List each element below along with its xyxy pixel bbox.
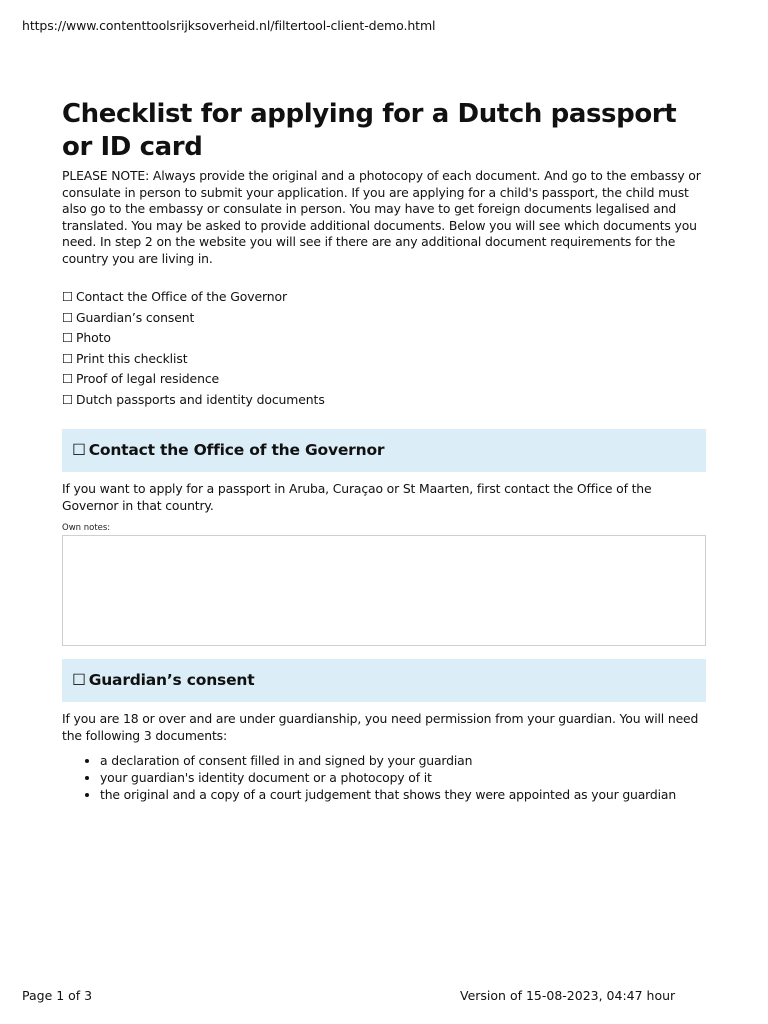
checkbox-icon[interactable]: ☐ [62,350,74,366]
checklist-item-label: Print this checklist [76,350,188,366]
section-contact-governor [62,429,706,646]
notes-label: Own notes: [62,522,111,533]
checklist-item-label: Photo [76,330,111,346]
section-text: If you are 18 or over and are under guardianship, you need permission from your guardian. You will need the following 3 documents: [62,710,699,743]
checkbox-icon[interactable]: ☐ [62,309,74,325]
checklist-item [62,328,706,349]
document-requirements-list [62,752,706,803]
own-notes-field[interactable] [62,535,706,646]
page-number: Page 1 of 3 [22,988,93,1003]
section-title: ☐ Contact the Office of the Governor [72,441,385,460]
checklist-item-label: Guardian’s consent [76,309,195,325]
document-content [62,98,706,803]
checkbox-icon[interactable]: ☐ [62,289,74,304]
list-item: • a declaration of consent filled in and signed by your guardian [100,752,706,769]
version-info: Version of 15-08-2023, 04:47 hour [460,988,676,1003]
checklist-item [62,308,706,329]
checklist-item-label: Proof of legal residence [76,371,220,387]
document-checklist [62,287,706,411]
list-item: • the original and a copy of a court judgement that shows they were appointed as your guardian [100,786,706,803]
checklist-item [62,369,706,390]
intro-paragraph: PLEASE NOTE: Always provide the original and a photocopy of each document. And go to the embassy or consulate in person to submit your application. If you are applying for a child's passport, the child must also go to the embassy or consulate in person. You may have to get foreign documents legalised and translated. You may be asked to provide additional documents. Below you will see which documents you need. In step 2 on the website you will see if there are any additional document requirements for the country you are living in. [62,168,701,266]
list-item: • your guardian's identity document or a photocopy of it [100,769,706,786]
checklist-item-label: Contact the Office of the Governor [76,289,288,304]
section-header [62,659,706,702]
checklist-item-label: Dutch passports and identity documents [76,391,325,407]
page-url: https://www.contenttoolsrijksoverheid.nl/filtertool-client-demo.html [22,18,436,33]
section-text: If you want to apply for a passport in Aruba, Curaçao or St Maarten, first contact the Office of the Governor in that country. [62,480,652,513]
checklist-item [62,390,706,411]
checkbox-icon[interactable]: ☐ [62,371,74,387]
checklist-item [62,349,706,370]
page-title: Checklist for applying for a Dutch passport or ID card [62,99,677,162]
section-header [62,429,706,472]
checkbox-icon[interactable]: ☐ [72,671,86,690]
checkbox-icon[interactable]: ☐ [62,330,74,346]
checkbox-icon[interactable]: ☐ [72,441,86,460]
checkbox-icon[interactable]: ☐ [62,391,74,407]
section-title: ☐ Guardian’s consent [72,671,255,690]
section-guardian-consent [62,659,706,803]
checklist-item [62,287,706,308]
